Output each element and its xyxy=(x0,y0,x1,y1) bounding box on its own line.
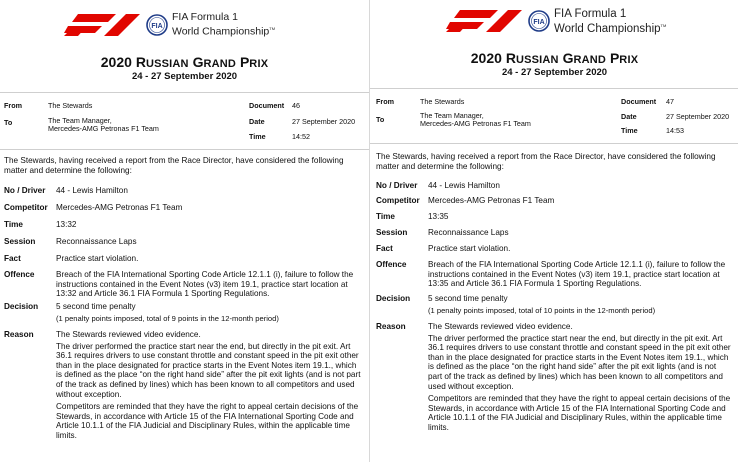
championship-name xyxy=(554,8,666,35)
fia-f1-logo xyxy=(446,8,666,34)
event-title: 2020 RUSSIAN GRAND PRIX xyxy=(100,54,269,70)
offence-label: Offence xyxy=(4,270,35,279)
to-label: To xyxy=(376,115,385,124)
document-number: 46 xyxy=(292,101,300,110)
reason-paragraph-1: The Stewards reviewed video evidence. xyxy=(56,330,201,339)
championship-line-2: World Championship xyxy=(172,25,270,38)
competitor-label: Competitor xyxy=(4,203,48,212)
fia-badge-icon xyxy=(528,10,550,32)
divider xyxy=(370,88,738,89)
championship-line-1: FIA Formula 1 xyxy=(554,7,627,20)
session-label: Session xyxy=(376,228,408,237)
divider xyxy=(0,149,369,150)
trademark: TM xyxy=(269,26,276,32)
decision-block xyxy=(428,294,732,315)
reason-paragraph-2: The driver performed the practice start near the end, but directly in the pit exit. Art 36.1 requires drivers to use constant throttle and constant speed in the pit exit other than in the place designated for practice starts in the Event Notes item 19.1., which is defined as the place “on the right hand side” after the pit exit lights (and is not part of the track as defined by lines) which has been known to all competitors and used without exception. xyxy=(428,333,731,391)
to-value-2: Mercedes-AMG Petronas F1 Team xyxy=(420,119,531,128)
competitor-value: Mercedes-AMG Petronas F1 Team xyxy=(428,196,555,205)
fact-label: Fact xyxy=(376,244,393,253)
decision-label: Decision xyxy=(376,294,411,303)
reason-label: Reason xyxy=(4,330,34,339)
event-title: 2020 RUSSIAN GRAND PRIX xyxy=(470,50,639,66)
time-row-value: 13:32 xyxy=(56,220,77,229)
divider xyxy=(0,92,369,93)
from-value: The Stewards xyxy=(48,101,93,110)
divider xyxy=(370,143,738,144)
competitor-label: Competitor xyxy=(376,196,420,205)
to-value-2: Mercedes-AMG Petronas F1 Team xyxy=(48,124,159,133)
to-value-1: The Team Manager, xyxy=(420,111,484,120)
fia-badge-text: FIA xyxy=(533,18,545,26)
reason-block xyxy=(56,330,364,441)
intro-text: The Stewards, having received a report from the Race Director, have considered the following matter and determine the following: xyxy=(376,152,716,171)
date-value: 27 September 2020 xyxy=(292,117,356,126)
fia-badge-text: FIA xyxy=(151,22,163,30)
reason-paragraph-3: Competitors are reminded that they have the right to appeal certain decisions of the Stewards, in accordance with Article 15 of the FIA International Sporting Code and Article 10.1.1 of the FIA Judicial and Disciplinary Rules, within the applicable time limits. xyxy=(56,402,359,440)
session-value: Reconnaissance Laps xyxy=(56,237,137,246)
time-row-value: 13:35 xyxy=(428,212,449,221)
stewards-decision-document-47 xyxy=(369,0,738,462)
decision-note: (1 penalty points imposed, total of 10 points in the 12-month period) xyxy=(428,305,656,315)
offence-value: Breach of the FIA International Sporting Code Article 12.1.1 (i), failure to follow the instructions contained in the Event Notes (v3) item 19.1, practice start location at 13:35 and Article 36.1 FIA Formula 1 Sporting Regulations. xyxy=(428,260,726,289)
offence-value: Breach of the FIA International Sporting Code Article 12.1.1 (i), failure to follow the instructions contained in the Event Notes (v3) item 19.1, practice start location at 13:32 and Article 36.1 FIA Formula 1 Sporting Regulations. xyxy=(56,270,354,299)
session-label: Session xyxy=(4,237,36,246)
date-label: Date xyxy=(249,117,265,126)
fia-f1-logo xyxy=(64,12,275,38)
event-dates: 24 - 27 September 2020 xyxy=(501,67,608,78)
document-label: Document xyxy=(249,101,285,110)
competitor-value: Mercedes-AMG Petronas F1 Team xyxy=(56,203,183,212)
decision-value: 5 second time penalty xyxy=(428,294,508,303)
document-label: Document xyxy=(621,97,657,106)
time-value: 14:52 xyxy=(292,132,310,141)
time-row-label: Time xyxy=(376,212,395,221)
f1-logo-icon xyxy=(446,10,526,32)
document-number: 47 xyxy=(666,97,674,106)
championship-name xyxy=(172,12,275,38)
decision-block xyxy=(56,302,362,323)
time-value: 14:53 xyxy=(666,126,684,135)
decision-value: 5 second time penalty xyxy=(56,302,136,311)
fact-label: Fact xyxy=(4,254,21,263)
time-row-label: Time xyxy=(4,220,23,229)
f1-logo-icon xyxy=(64,14,144,36)
driver-label: No / Driver xyxy=(376,181,418,190)
from-label: From xyxy=(4,101,22,110)
fia-badge-icon xyxy=(146,14,168,36)
time-label: Time xyxy=(621,126,638,135)
driver-label: No / Driver xyxy=(4,186,46,195)
reason-paragraph-2: The driver performed the practice start near the end, but directly in the pit exit. Art 36.1 requires drivers to use constant throttle and constant speed in the pit exit other than in the place designated for practice starts in the Event Notes item 19.1., which is defined as the place “on the right hand side” after the pit exit lights (and is not part of the track as defined by lines) which has been known to all competitors and used without exception. xyxy=(56,341,361,399)
reason-paragraph-1: The Stewards reviewed video evidence. xyxy=(428,322,573,331)
championship-line-2: World Championship xyxy=(554,22,661,35)
to-label: To xyxy=(4,118,13,127)
decision-label: Decision xyxy=(4,302,39,311)
time-label: Time xyxy=(249,132,266,141)
driver-value: 44 - Lewis Hamilton xyxy=(56,186,128,195)
date-value: 27 September 2020 xyxy=(666,112,730,121)
from-value: The Stewards xyxy=(420,97,465,106)
to-value-1: The Team Manager, xyxy=(48,116,112,125)
intro-text: The Stewards, having received a report from the Race Director, have considered the following matter and determine the following: xyxy=(4,156,344,175)
decision-note: (1 penalty points imposed, total of 9 points in the 12-month period) xyxy=(56,313,279,323)
championship-line-1: FIA Formula 1 xyxy=(172,11,238,24)
driver-value: 44 - Lewis Hamilton xyxy=(428,181,500,190)
offence-label: Offence xyxy=(376,260,407,269)
reason-paragraph-3: Competitors are reminded that they have the right to appeal certain decisions of the Stewards, in accordance with Article 15 of the FIA International Sporting Code and Article 10.1.1 of the FIA Judicial and Disciplinary Rules, within the applicable time limits. xyxy=(428,394,731,432)
session-value: Reconnaissance Laps xyxy=(428,228,509,237)
from-label: From xyxy=(376,97,394,106)
fact-value: Practice start violation. xyxy=(56,254,139,263)
trademark: TM xyxy=(660,22,667,28)
date-label: Date xyxy=(621,112,637,121)
event-dates: 24 - 27 September 2020 xyxy=(131,71,238,82)
reason-label: Reason xyxy=(376,322,406,331)
fact-value: Practice start violation. xyxy=(428,244,511,253)
reason-block xyxy=(428,322,732,433)
